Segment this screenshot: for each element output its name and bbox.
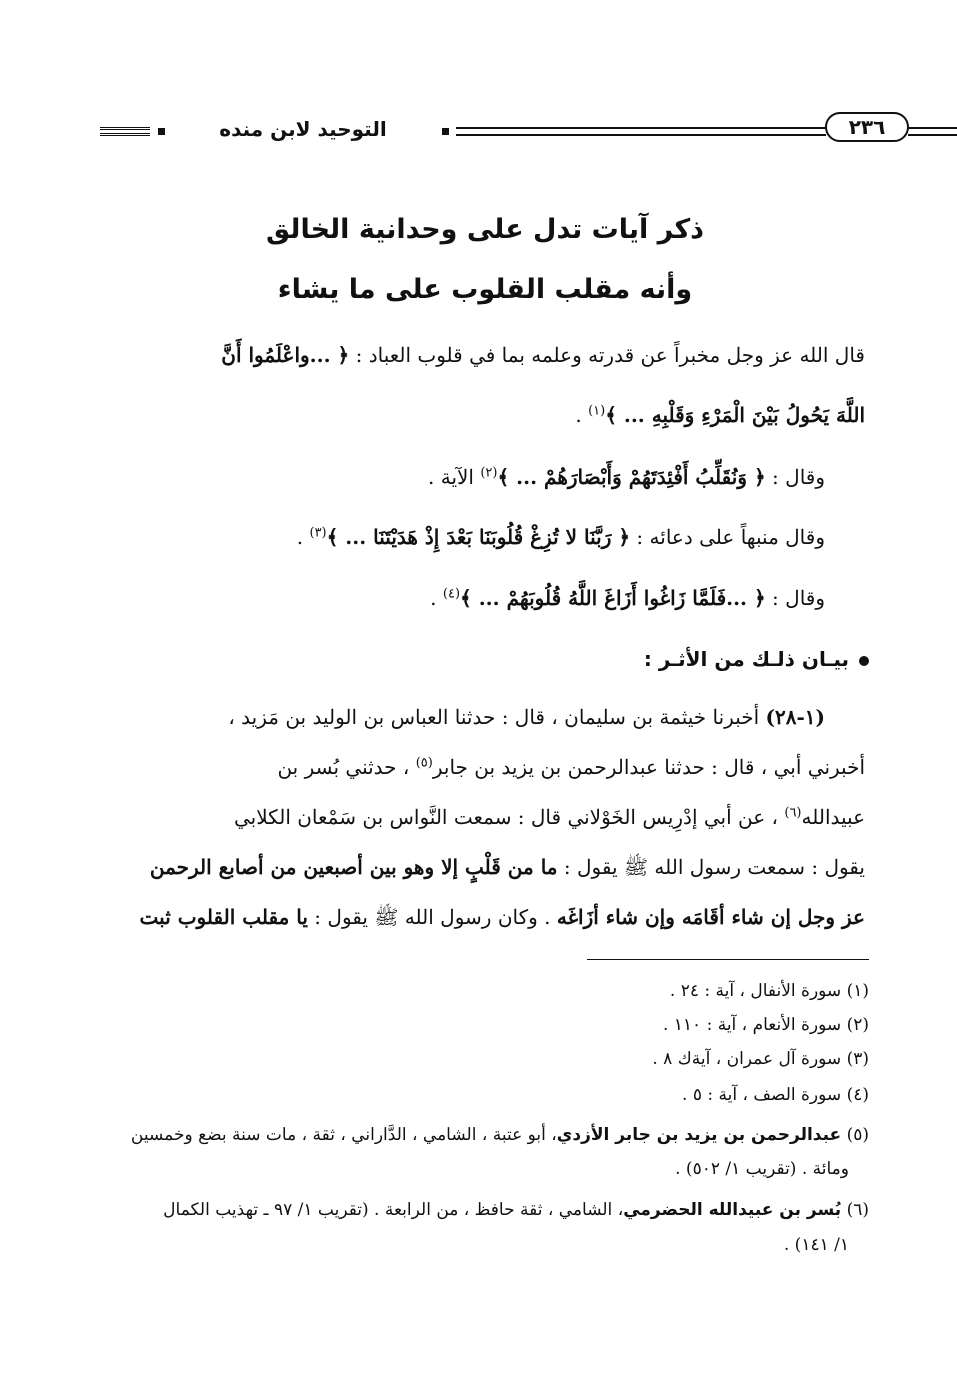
- footnote-separator: [587, 959, 869, 960]
- hadith-quote: عز وجل إن شاء أقَامَه وإن شاء أزَاغَه: [556, 905, 865, 929]
- footnote-number: (٦): [841, 1200, 869, 1220]
- intro-text: .: [575, 403, 589, 427]
- intro-text: وقال :: [765, 465, 825, 489]
- header-rule-right: [908, 127, 957, 136]
- intro-text: الآية .: [428, 465, 481, 489]
- hadith-text: . وكان رسول الله ﷺ يقول :: [307, 905, 557, 929]
- footnote-narrator: بُسر بن عبيدالله الحضرمي: [623, 1200, 842, 1220]
- hadith-text: أخبرنا خيثمة بن سليمان ، قال : حدثنا العباس بن الوليد بن مَزيد ،: [228, 705, 766, 729]
- hadith-line-2: [93, 752, 865, 782]
- hadith-line-1: [53, 702, 825, 732]
- quran-verse: ﴿ ...فَلَمَّا زَاغُوا أَزَاغَ اللَّهُ قُلُوبَهُمْ ... ﴾: [460, 586, 766, 610]
- hadith-quote: ما من قَلْبٍ إلا وهو بين أصبعين من أصابع الرحمن: [149, 855, 558, 879]
- footnote-ref: (٣): [309, 525, 327, 541]
- footnote-ref: (٦): [784, 805, 802, 821]
- section-heading-text: بيـان ذلـك من الأثـر :: [643, 647, 849, 671]
- page-number: ٢٣٦: [825, 112, 909, 142]
- intro-line-4: [53, 522, 825, 552]
- intro-text: .: [430, 586, 443, 610]
- intro-line-5: [53, 583, 825, 613]
- hadith-quote: يا مقلب القلوب ثبت: [139, 905, 308, 929]
- footnote-3: (٣) سورة آل عمران ، آيةك ٨ .: [652, 1049, 869, 1069]
- section-heading: [644, 644, 869, 674]
- quran-verse: اللَّهَ يَحُولُ بَيْنَ الْمَرْءِ وَقَلْبِهِ ... ﴾: [605, 403, 865, 427]
- footnote-ref: (٤): [442, 586, 461, 602]
- footnote-2: (٢) سورة الأنعام ، آية : ١١٠ .: [662, 1015, 869, 1035]
- footnote-ref: (٥): [415, 755, 433, 771]
- hadith-line-4: [93, 852, 865, 882]
- quran-verse: ﴿ وَنُقَلِّبُ أَفْئِدَتَهُمْ وَأَبْصَارَهُمْ ... ﴾: [497, 465, 766, 489]
- bullet-icon: [859, 656, 869, 666]
- header-square-right: [442, 128, 449, 135]
- hadith-text: ، عن أبي إدْرِيس الخَوْلاني قال : سمعت النَّواس بن سَمْعان الكلابي: [234, 805, 785, 829]
- page-header: [100, 110, 886, 154]
- intro-line-3: [53, 462, 825, 492]
- footnote-ref: (٢): [480, 465, 498, 481]
- footnote-number: (٥): [841, 1125, 869, 1145]
- hadith-text: يقول : سمعت رسول الله ﷺ يقول :: [557, 855, 865, 879]
- intro-line-1: [93, 340, 865, 370]
- intro-line-2: [93, 400, 865, 430]
- intro-text: وقال :: [765, 586, 825, 610]
- intro-text: .: [296, 525, 310, 549]
- footnote-4: (٤) سورة الصف ، آية : ٥ .: [682, 1085, 869, 1105]
- footnote-ref: (١): [588, 403, 606, 419]
- footnote-text: ، أبو عتبة ، الشامي ، الدَّاراني ، ثقة ، مات سنة بضع وخمسين: [130, 1125, 557, 1145]
- footnote-5: [99, 1121, 869, 1149]
- hadith-number: (١-٢٨): [765, 705, 825, 729]
- quran-verse: ﴿ رَبَّنَا لا تُزِغْ قُلُوبَنَا بَعْدَ إِذْ هَدَيْتَنَا ... ﴾: [326, 525, 631, 549]
- header-square-left: [158, 128, 165, 135]
- footnote-narrator: عبدالرحمن بن يزيد بن جابر الأزدي: [556, 1125, 842, 1145]
- hadith-line-3: [93, 802, 865, 832]
- footnote-6-cont: ١/ ١٤١) .: [783, 1235, 849, 1255]
- hadith-text: أخبرني أبي ، قال : حدثنا عبدالرحمن بن يزيد بن جابر: [432, 755, 865, 779]
- intro-text: قال الله عز وجل مخبراً عن قدرته وعلمه بما في قلوب العباد :: [349, 343, 865, 367]
- book-title: التوحيد لابن منده: [219, 117, 387, 141]
- hadith-line-5: [93, 902, 865, 932]
- footnote-5-cont: ومائة . (تقريب ١/ ٥٠٢) .: [675, 1159, 849, 1179]
- header-rule-left: [100, 127, 150, 136]
- hadith-text: عبيدالله: [801, 805, 865, 829]
- hadith-text: ، حدثني بُسر بن: [277, 755, 416, 779]
- footnote-6: [99, 1196, 869, 1224]
- chapter-title-line2: وأنه مقلب القلوب على ما يشاء: [277, 274, 693, 305]
- intro-text: وقال منبهاً على دعائه :: [630, 525, 825, 549]
- footnote-1: (١) سورة الأنفال ، آية : ٢٤ .: [669, 981, 869, 1001]
- quran-verse: ﴿ ...واعْلَمُوا أَنَّ: [221, 343, 350, 367]
- header-rule-middle: [456, 127, 826, 136]
- footnote-text: ، الشامي ، ثقة حافظ ، من الرابعة . (تقريب ١/ ٩٧ ـ تهذيب الكمال: [163, 1200, 624, 1220]
- chapter-title-line1: ذكر آيات تدل على وحدانية الخالق: [265, 214, 705, 245]
